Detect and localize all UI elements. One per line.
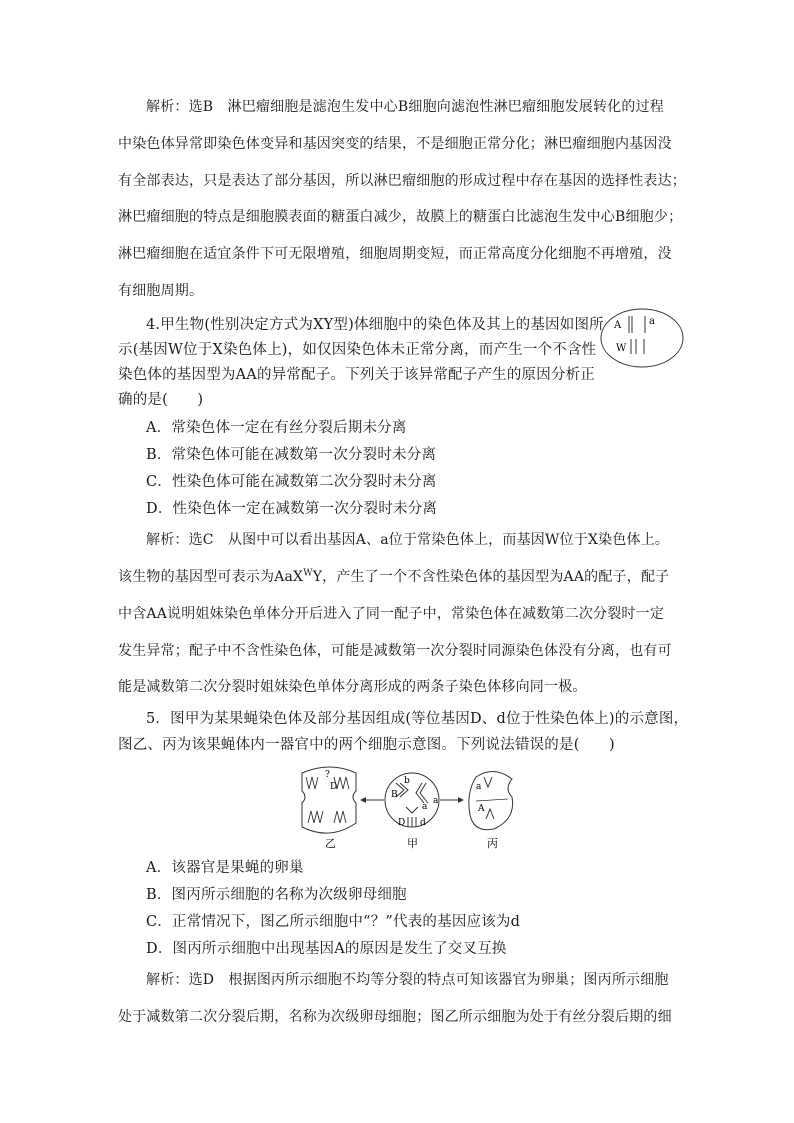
cell-bing <box>469 771 513 850</box>
yi-unknown-gene: ? <box>325 770 330 780</box>
question-4-option-a: A．常染色体一定在有丝分裂后期未分离 <box>146 420 407 436</box>
jia-gene-B: B <box>391 790 398 800</box>
yi-gene-D: D <box>330 782 338 792</box>
question-5-line-2: 图乙、丙为该果蝇体内一器官中的两个细胞示意图。下列说法错误的是( ) <box>118 737 615 753</box>
jia-gene-a-2: a <box>433 796 439 806</box>
gene-label-a: a <box>649 316 655 327</box>
solution-4-line-1: 解析：选C 从图中可以看出基因A、a位于常染色体上，而基因W位于X染色体上。 <box>146 532 670 548</box>
question-5-option-b: B．图丙所示细胞的名称为次级卵母细胞 <box>146 887 407 903</box>
bing-gene-a: a <box>476 782 482 792</box>
cell-yi <box>302 767 356 850</box>
label-bing: 丙 <box>487 837 498 850</box>
gene-label-A: A <box>614 320 622 331</box>
question-5-option-d: D．图丙所示细胞中出现基因A的原因是发生了交叉互换 <box>146 941 507 957</box>
question-4-option-c: C．性染色体可能在减数第二次分裂时未分离 <box>146 474 437 490</box>
solution-5-line-2: 处于减数第二次分裂后期，名称为次级卵母细胞；图乙所示细胞为处于有丝分裂后期的细 <box>118 1009 672 1025</box>
gene-label-W: W <box>616 343 627 354</box>
question-5-cell-figure <box>290 763 520 851</box>
jia-gene-D: D <box>398 818 406 828</box>
solution-3-line-3: 有全部表达，只是表达了部分基因，所以淋巴瘤细胞的形成过程中存在基因的选择性表达； <box>118 173 686 189</box>
cell-jia <box>385 773 439 850</box>
question-5-option-a: A．该器官是果蝇的卵巢 <box>146 860 304 876</box>
bing-gene-A: A <box>478 804 485 814</box>
question-4-line-4: 确的是( ) <box>118 392 204 408</box>
jia-gene-a-1: a <box>422 802 428 812</box>
question-4-option-b: B．常染色体可能在减数第一次分裂时未分离 <box>146 447 437 463</box>
question-4-line-2: 示(基因W位于X染色体上)，如仅因染色体未正常分离，而产生一个不含性 <box>118 342 597 358</box>
solution-3-line-2: 中染色体异常即染色体变异和基因突变的结果，不是细胞正常分化；淋巴瘤细胞内基因没 <box>118 136 672 152</box>
question-4-option-d: D．性染色体一定在减数第一次分裂时未分离 <box>146 501 438 517</box>
jia-gene-d: d <box>420 818 426 828</box>
solution-3-line-5: 淋巴瘤细胞在适宜条件下可无限增殖，细胞周期变短，而正常高度分化细胞不再增殖，没 <box>118 246 672 262</box>
solution-3-line-4: 淋巴瘤细胞的特点是细胞膜表面的糖蛋白减少，故膜上的糖蛋白比滤泡生发中心B细胞少； <box>118 209 683 225</box>
solution-4-line-4: 发生异常；配子中不含性染色体，可能是减数第一次分裂时同源染色体没有分离，也有可 <box>118 643 672 659</box>
solution-3-line-1: 解析：选B 淋巴瘤细胞是滤泡生发中心B细胞向滤泡性淋巴瘤细胞发展转化的过程 <box>146 99 664 115</box>
question-5-option-c: C．正常情况下，图乙所示细胞中“？”代表的基因应该为d <box>146 914 521 930</box>
solution-3-line-6: 有细胞周期。 <box>118 283 204 299</box>
solution-4-line-5: 能是减数第二次分裂时姐妹染色单体分离形成的两条子染色体移向同一极。 <box>118 679 587 695</box>
solution-5-line-1: 解析：选D 根据图丙所示细胞不均等分裂的特点可知该器官为卵巢；图丙所示细胞 <box>146 972 669 988</box>
question-4-cell-figure <box>598 306 686 370</box>
jia-gene-b: b <box>404 776 410 786</box>
question-5-line-1: 5．图甲为某果蝇染色体及部分基因组成(等位基因D、d位于性染色体上)的示意图， <box>146 711 689 727</box>
label-yi: 乙 <box>325 837 336 850</box>
solution-4-line-2: 该生物的基因型可表示为AaX$^W$Y，产生了一个不含性染色体的基因型为AA的配子，配子 <box>118 568 670 585</box>
question-4-line-1: 4.甲生物(性别决定方式为XY型)体细胞中的染色体及其上的基因如图所 <box>146 317 604 333</box>
label-jia: 甲 <box>407 837 418 850</box>
solution-4-line-3: 中含AA说明姐妹染色单体分开后进入了同一配子中，常染色体在减数第二次分裂时一定 <box>118 606 665 622</box>
question-4-line-3: 染色体的基因型为AA的异常配子。下列关于该异常配子产生的原因分析正 <box>118 367 596 383</box>
